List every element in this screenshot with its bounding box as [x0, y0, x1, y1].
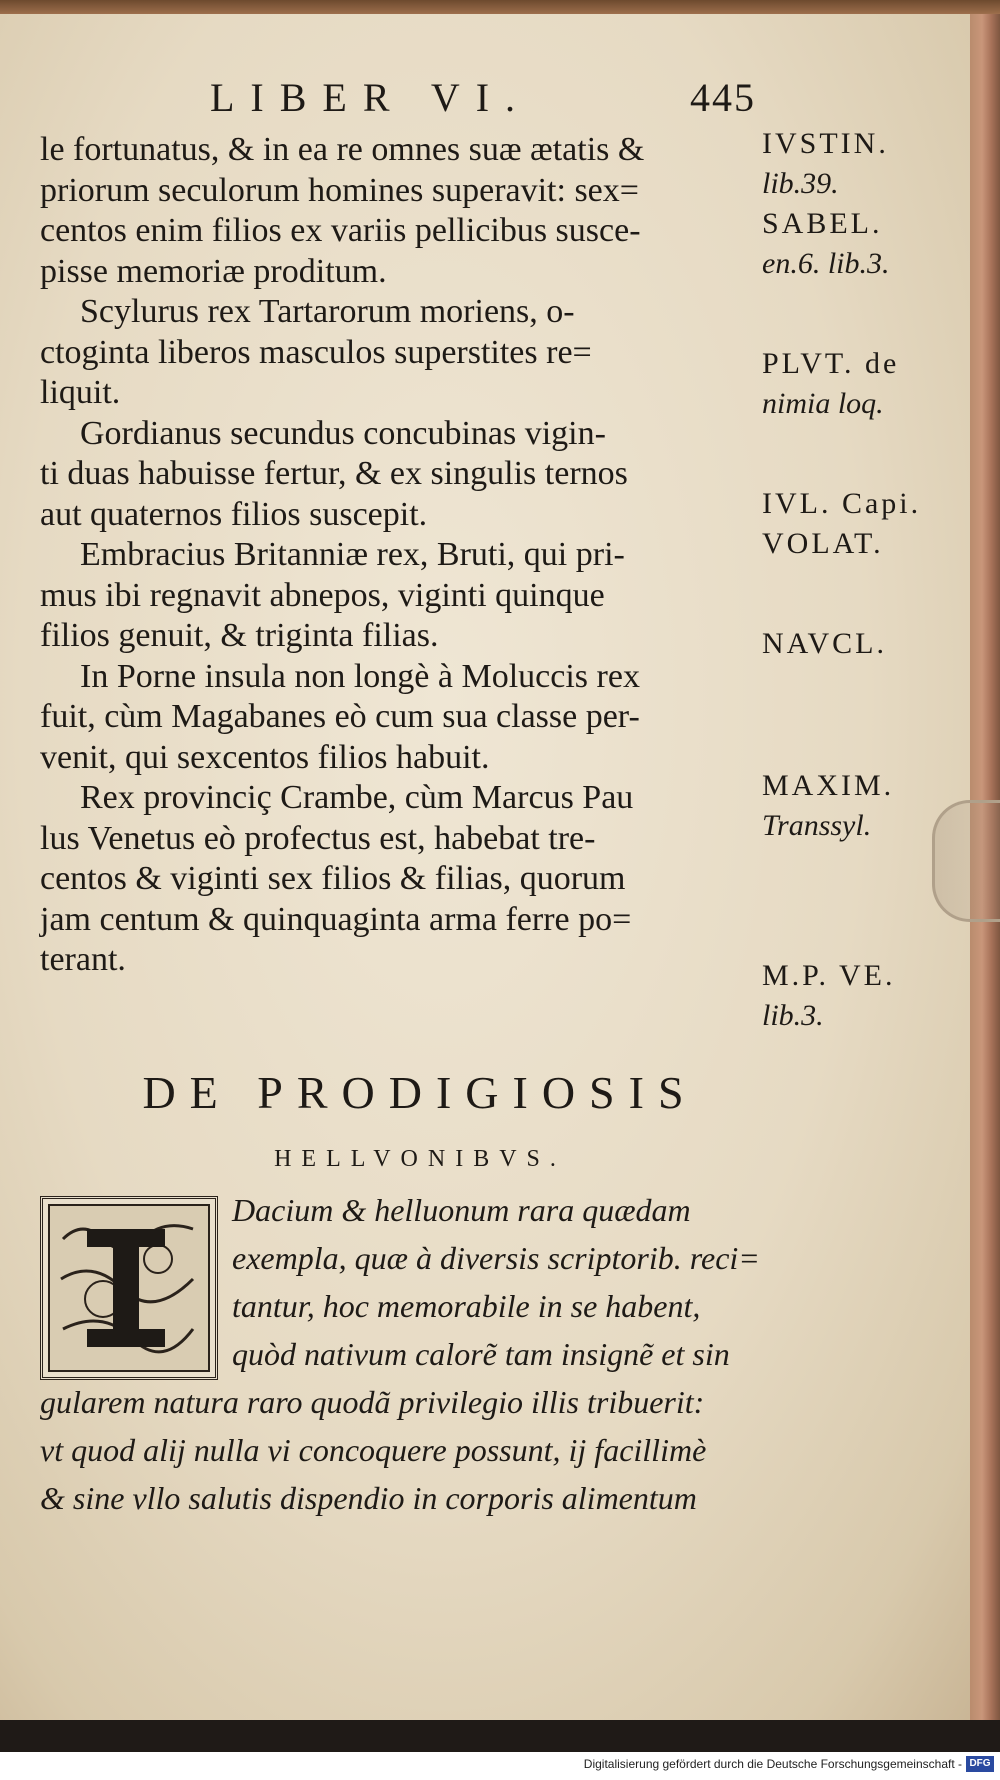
text-line: centos enim filios ex variis pellicibus susce-	[40, 212, 641, 249]
margin-note-author: M.P. VE.	[762, 959, 896, 992]
text-line: Scylurus rex Tartarorum moriens, o-	[80, 293, 575, 330]
margin-note-mp-ve	[762, 956, 895, 1036]
margin-note-ref: nimia loq.	[762, 387, 884, 420]
margin-note-sabel	[762, 204, 890, 284]
margin-note-ref: Transsyl.	[762, 809, 872, 842]
text-line: fuit, cùm Magabanes eò cum sua classe per-	[40, 698, 640, 735]
section-subheading: HELLVONIBVS.	[274, 1146, 566, 1172]
text-line: Gordianus secundus concubinas vigin-	[80, 414, 606, 452]
margin-note-ref: en.6. lib.3.	[762, 247, 890, 280]
margin-note-author: PLVT. de	[762, 347, 900, 380]
margin-note-author: SABEL.	[762, 207, 883, 240]
margin-note-ref: VOLAT.	[762, 527, 884, 560]
text-line: Embracius Britanniæ rex, Bruti, qui pri-	[80, 536, 625, 573]
dfg-logo-icon: DFG	[966, 1756, 994, 1772]
text-line: Rex provinciç Crambe, cùm Marcus Pau	[80, 779, 634, 816]
margin-note-author: IVSTIN.	[762, 127, 889, 160]
margin-note-ref: lib.39.	[762, 167, 839, 200]
text-line: pisse memoriæ proditum.	[40, 252, 387, 290]
text-line: le fortunatus, & in ea re omnes suæ ætatis &	[40, 131, 645, 168]
margin-note-jul	[762, 484, 921, 564]
text-line: aut quaternos filios suscepit.	[40, 495, 428, 533]
text-line: mus ibi regnavit abnepos, viginti quinque	[40, 576, 605, 614]
page-number: 445	[690, 75, 756, 120]
text-line: lus Venetus eò profectus est, habebat tre-	[40, 819, 596, 857]
text-line: centos & viginti sex filios & filias, quorum	[40, 860, 626, 897]
margin-note-plut	[762, 344, 899, 424]
text-line: venit, qui sexcentos filios habuit.	[40, 738, 490, 776]
text-line: tantur, hoc memorabile in se habent,	[232, 1288, 701, 1324]
text-line: In Porne insula non longè à Moluccis rex	[80, 657, 640, 695]
text-line: ti duas habuisse fertur, & ex singulis ternos	[40, 455, 628, 492]
margin-note-maxim	[762, 766, 894, 846]
funding-note: Digitalisierung gefördert durch die Deutsche Forschungsgemeinschaft -	[583, 1757, 962, 1771]
book-page	[0, 14, 985, 1720]
page-clip-icon	[932, 800, 1000, 922]
margin-note-author: NAVCL.	[762, 627, 887, 660]
text-line: gularem natura raro quodã privilegio illis tribuerit:	[40, 1384, 705, 1420]
margin-note-naucl	[762, 624, 887, 664]
margin-note-author: IVL. Capi.	[762, 487, 922, 520]
margin-note-justin	[762, 124, 889, 204]
text-line: liquit.	[40, 374, 121, 411]
text-line: priorum seculorum homines superavit: sex=	[40, 171, 639, 209]
text-line: Dacium & helluonum rara quædam	[232, 1192, 691, 1228]
text-line: terant.	[40, 941, 126, 978]
text-line: jam centum & quinquaginta arma ferre po=	[40, 900, 632, 938]
margin-note-author: MAXIM.	[762, 769, 895, 802]
text-line: vt quod alij nulla vi concoquere possunt, ij facillimè	[40, 1432, 707, 1468]
text-line: ctoginta liberos masculos superstites re=	[40, 333, 592, 371]
margin-note-ref: lib.3.	[762, 999, 824, 1032]
running-header: LIBER VI.	[210, 75, 532, 120]
italic-paragraph	[40, 1186, 760, 1522]
text-line: exempla, quæ à diversis scriptorib. reci=	[232, 1240, 760, 1276]
main-text-column	[40, 130, 760, 981]
text-line: & sine vllo salutis dispendio in corporis alimentum	[40, 1480, 697, 1516]
text-line: quòd nativum calorẽ tam insignẽ et sin	[232, 1336, 730, 1372]
section-heading: DE PRODIGIOSIS	[142, 1067, 698, 1118]
text-line: filios genuit, & triginta filias.	[40, 617, 439, 654]
